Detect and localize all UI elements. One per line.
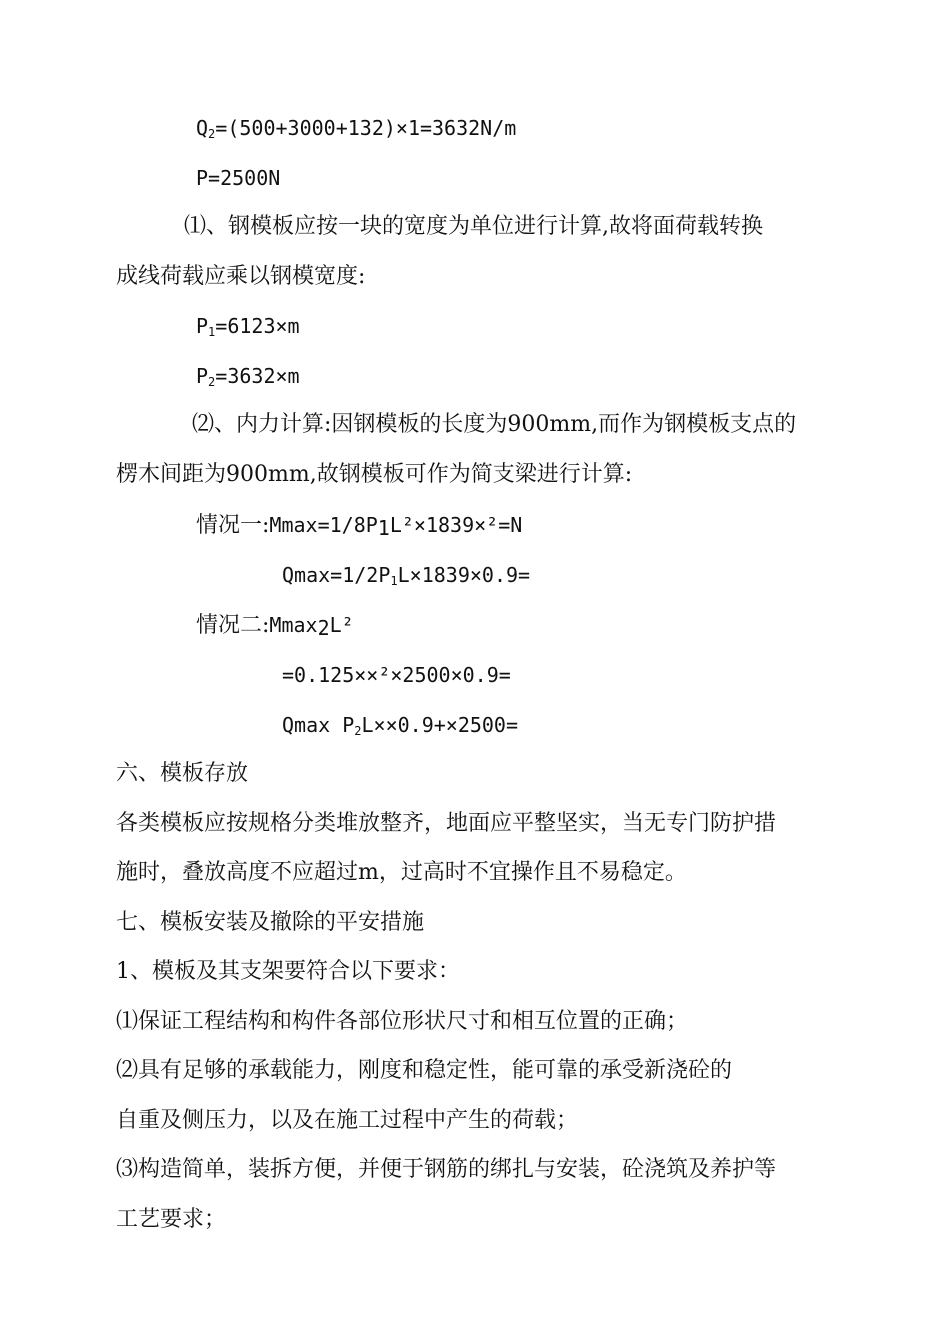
formula-p2-prefix: P	[196, 364, 209, 388]
formula-p1	[196, 311, 300, 341]
case2-line2: =0.125××²×2500×0.9=	[282, 663, 511, 687]
requirement-1: ⑴保证工程结构和构件各部位形状尺寸和相互位置的正确；	[116, 1009, 689, 1034]
case1-mmax-a: Mmax=1/8P	[269, 513, 378, 537]
section7-subheading: 1、模板及其支架要符合以下要求：	[116, 959, 460, 984]
item2-line2: 楞木间距为900mm,故钢模板可作为简支梁进行计算:	[116, 462, 633, 487]
formula-q2-prefix: Q	[196, 116, 209, 140]
case2-qmax-b: L××0.9+×2500=	[361, 713, 519, 737]
case1-label: 情况一:	[196, 513, 270, 538]
case1-mmax-b: L²×1839×²=N	[389, 513, 523, 537]
formula-q2-rest: =(500+3000+132)×1=3632N/m	[215, 116, 517, 140]
case1-qmax-a: Qmax=1/2P	[282, 563, 391, 587]
item2-line1: ⑵、内力计算:因钢模板的长度为900mm,而作为钢模板支点的	[192, 412, 797, 437]
formula-p2	[196, 361, 300, 391]
section7-heading: 七、模板安装及撤除的平安措施	[116, 910, 425, 935]
requirement-3-line2: 工艺要求；	[116, 1207, 227, 1232]
formula-p2-subscript: 2	[208, 375, 216, 389]
case1-mmax	[196, 510, 522, 540]
formula-p1-rest: =6123×m	[215, 314, 300, 338]
case2-qmax-subscript: 2	[354, 724, 362, 738]
requirement-2-line2: 自重及侧压力，以及在施工过程中产生的荷载；	[116, 1108, 579, 1133]
section6-para-line1: 各类模板应按规格分类堆放整齐，地面应平整坚实，当无专门防护措	[116, 811, 777, 836]
case1-qmax	[282, 560, 530, 590]
case2-label: 情况二:	[196, 613, 270, 638]
formula-q2-subscript: 2	[208, 127, 216, 141]
formula-q2	[196, 113, 516, 143]
case2-mmax-a: Mmax	[269, 613, 318, 637]
section6-para-line2: 施时，叠放高度不应超过m，过高时不宜操作且不易稳定。	[116, 860, 687, 885]
case2-mmax-subscript: 2	[317, 616, 330, 640]
section6-heading: 六、模板存放	[116, 761, 249, 786]
formula-p1-subscript: 1	[208, 325, 216, 339]
formula-p2-rest: =3632×m	[215, 364, 300, 388]
formula-p-text: P=2500N	[196, 166, 281, 190]
case2-mmax-b: L²	[329, 613, 354, 637]
item1-line1: ⑴、钢模板应按一块的宽度为单位进行计算,故将面荷载转换	[184, 214, 763, 239]
case1-mmax-subscript: 1	[377, 516, 390, 540]
requirement-3-line1: ⑶构造简单，装拆方便，并便于钢筋的绑扎与安装，砼浇筑及养护等	[116, 1157, 777, 1182]
requirement-2-line1: ⑵具有足够的承载能力，刚度和稳定性，能可靠的承受新浇砼的	[116, 1058, 733, 1083]
formula-p1-prefix: P	[196, 314, 209, 338]
case1-qmax-b: L×1839×0.9=	[397, 563, 531, 587]
case2-mmax	[196, 610, 354, 640]
case2-qmax	[282, 710, 518, 740]
item1-line2: 成线荷载应乘以钢模宽度:	[116, 264, 366, 289]
formula-p	[196, 163, 280, 193]
case2-qmax-a: Qmax P	[282, 713, 355, 737]
case1-qmax-subscript: 1	[390, 574, 398, 588]
